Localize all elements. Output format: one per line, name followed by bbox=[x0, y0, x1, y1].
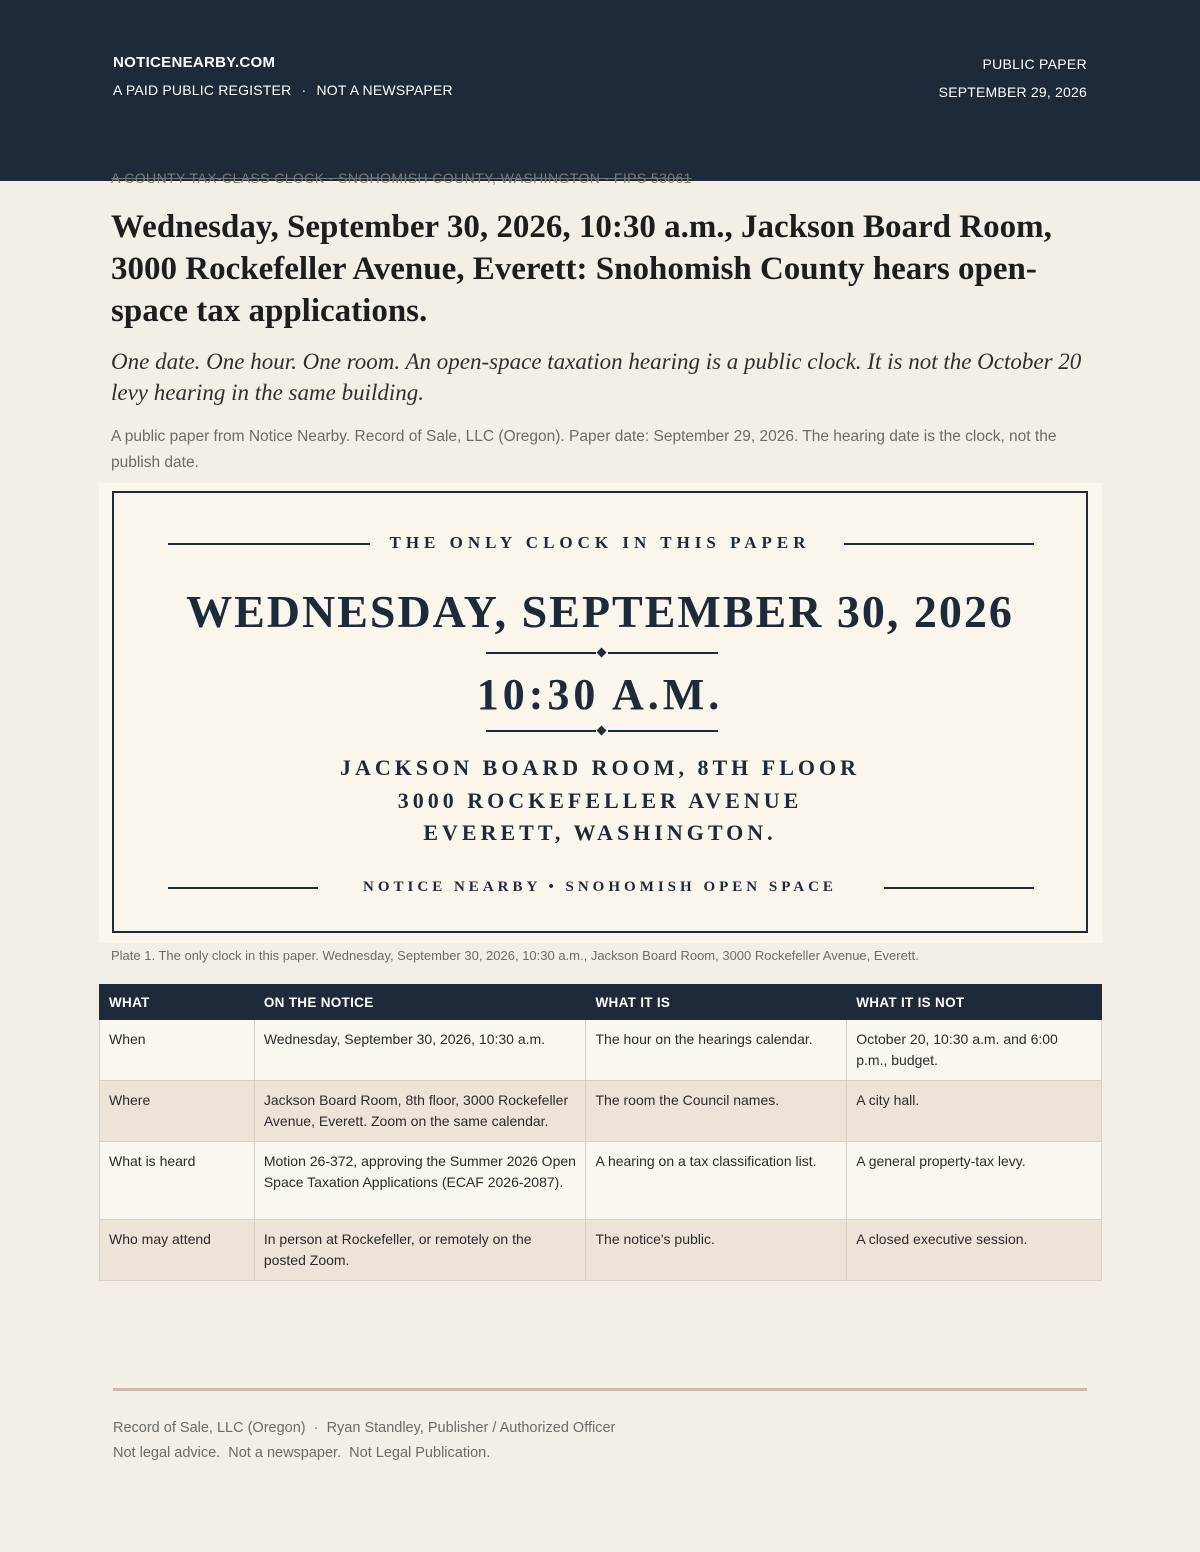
table-cell: The notice's public. bbox=[586, 1220, 847, 1281]
table-cell: Jackson Board Room, 8th floor, 3000 Rockefeller Avenue, Everett. Zoom on the same calendar. bbox=[254, 1081, 586, 1142]
table-cell: A general property-tax levy. bbox=[847, 1142, 1102, 1220]
time-divider-right bbox=[608, 730, 718, 732]
plate-address-line-3: EVERETT, WASHINGTON. bbox=[423, 820, 777, 845]
date-divider-right bbox=[608, 652, 718, 654]
table-row bbox=[100, 1142, 1102, 1220]
table-cell: October 20, 10:30 a.m. and 6:00 p.m., budget. bbox=[847, 1020, 1102, 1081]
time-divider-left bbox=[486, 730, 596, 732]
byline: A public paper from Notice Nearby. Record of Sale, LLC (Oregon). Paper date: September 29, 2026. The hearing date is the clock, not the publish date. bbox=[111, 428, 1057, 471]
table-cell: What is heard bbox=[100, 1142, 255, 1220]
clock-plate-frame bbox=[112, 491, 1088, 933]
footer bbox=[113, 1416, 615, 1466]
time-divider-diamond-icon bbox=[597, 726, 607, 736]
table-cell: The hour on the hearings calendar. bbox=[586, 1020, 847, 1081]
plate-time: 10:30 A.M. bbox=[476, 670, 724, 719]
column-header-what-it-is: WHAT IT IS bbox=[586, 985, 847, 1020]
table-row bbox=[100, 1020, 1102, 1081]
table-cell: Motion 26-372, approving the Summer 2026 Open Space Taxation Applications (ECAF 2026-2087). bbox=[254, 1142, 586, 1220]
plate-date: WEDNESDAY, SEPTEMBER 30, 2026 bbox=[186, 586, 1014, 637]
site-name[interactable]: NOTICENEARBY.COM bbox=[113, 54, 276, 71]
table-cell: When bbox=[100, 1020, 255, 1081]
plate-bottom-label: NOTICE NEARBY • SNOHOMISH OPEN SPACE bbox=[363, 879, 837, 895]
table-row bbox=[100, 1081, 1102, 1142]
table-cell: Wednesday, September 30, 2026, 10:30 a.m. bbox=[254, 1020, 586, 1081]
table-cell: Who may attend bbox=[100, 1220, 255, 1281]
table-cell: A city hall. bbox=[847, 1081, 1102, 1142]
table-cell: Where bbox=[100, 1081, 255, 1142]
table-cell: A closed executive session. bbox=[847, 1220, 1102, 1281]
date-divider-diamond-icon bbox=[597, 648, 607, 658]
kicker: A COUNTY TAX-CLASS CLOCK · SNOHOMISH COUNTY, WASHINGTON · FIPS 53061 bbox=[111, 170, 692, 186]
table-row bbox=[100, 1220, 1102, 1281]
tagline-not-newspaper: NOT A NEWSPAPER bbox=[316, 82, 453, 98]
column-header-what-it-is-not: WHAT IT IS NOT bbox=[847, 985, 1102, 1020]
plate-caption: Plate 1. The only clock in this paper. Wednesday, September 30, 2026, 10:30 a.m., Jackson Board Room, 3000 Rockefeller Avenue, Everett. bbox=[111, 948, 919, 963]
paper-label: PUBLIC PAPER bbox=[982, 56, 1087, 72]
footer-divider bbox=[113, 1388, 1087, 1391]
headline: Wednesday, September 30, 2026, 10:30 a.m., Jackson Board Room, 3000 Rockefeller Avenue, Everett: Snohomish County hears open-space tax applications. bbox=[111, 209, 1052, 329]
dek: One date. One hour. One room. An open-space taxation hearing is a public clock. It is not the October 20 levy hearing in the same building. bbox=[111, 349, 1082, 405]
table-cell: The room the Council names. bbox=[586, 1081, 847, 1142]
masthead-left bbox=[113, 54, 453, 98]
clock-plate bbox=[99, 483, 1102, 943]
plate-top-label: THE ONLY CLOCK IN THIS PAPER bbox=[389, 533, 811, 552]
footer-publisher: Record of Sale, LLC (Oregon) · Ryan Standley, Publisher / Authorized Officer bbox=[113, 1420, 616, 1436]
table-header-row bbox=[100, 985, 1102, 1020]
plate-address-line-1: JACKSON BOARD ROOM, 8TH FLOOR bbox=[340, 755, 860, 780]
table-cell: A hearing on a tax classification list. bbox=[586, 1142, 847, 1220]
date-divider-left bbox=[486, 652, 596, 654]
tagline-separator: · bbox=[301, 82, 307, 98]
tagline-register: A PAID PUBLIC REGISTER bbox=[113, 82, 292, 98]
column-header-on-the-notice: ON THE NOTICE bbox=[254, 985, 586, 1020]
plate-address-line-2: 3000 ROCKEFELLER AVENUE bbox=[397, 788, 803, 813]
notice-table bbox=[99, 984, 1102, 1281]
footer-disclaimer: Not legal advice. Not a newspaper. Not Legal Publication. bbox=[113, 1445, 491, 1461]
site-tagline bbox=[113, 82, 453, 98]
table-cell: In person at Rockefeller, or remotely on the posted Zoom. bbox=[254, 1220, 586, 1281]
paper-date: SEPTEMBER 29, 2026 bbox=[938, 84, 1087, 100]
masthead bbox=[0, 0, 1200, 181]
column-header-what: WHAT bbox=[100, 985, 255, 1020]
masthead-right bbox=[939, 56, 1087, 100]
